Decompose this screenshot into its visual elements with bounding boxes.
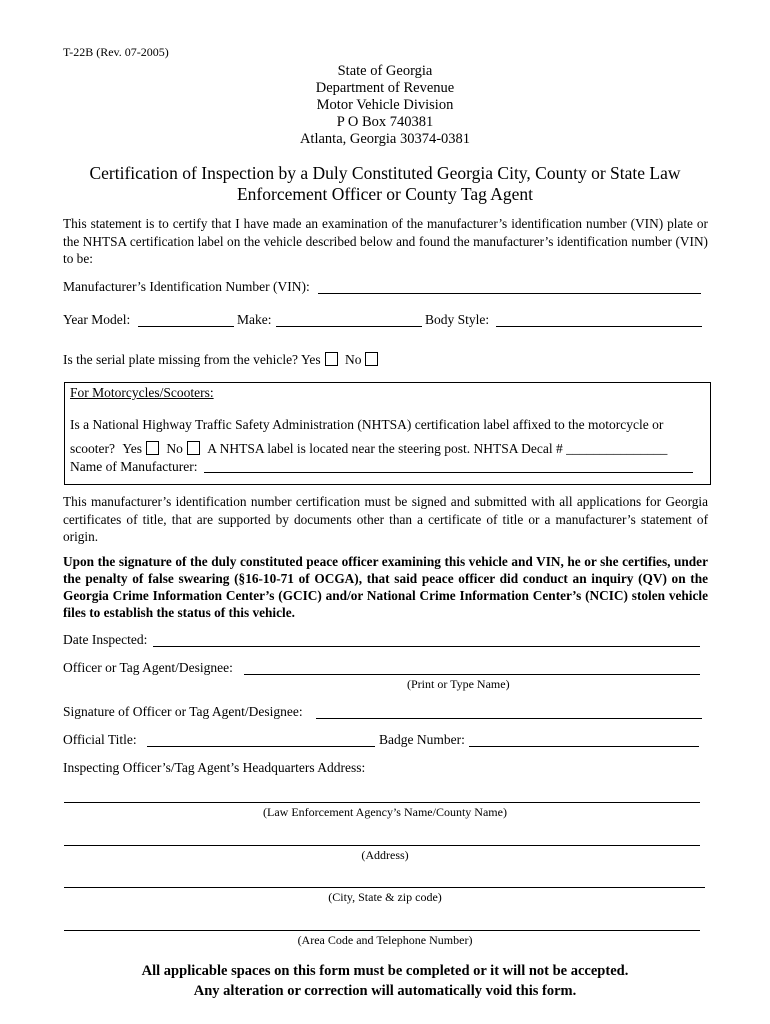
telephone-caption: (Area Code and Telephone Number)	[297, 933, 473, 947]
form-title-line2: Enforcement Officer or County Tag Agent	[236, 184, 534, 204]
make-field[interactable]	[276, 326, 422, 327]
official-title-label: Official Title:	[63, 732, 137, 747]
nhtsa-decal-note: A NHTSA label is located near the steering post. NHTSA Decal # _______________	[207, 441, 668, 456]
serial-plate-question: Is the serial plate missing from the vehicle?	[63, 352, 299, 367]
badge-number-label: Badge Number:	[379, 732, 465, 747]
address-field[interactable]	[64, 845, 700, 846]
city-state-zip-field[interactable]	[64, 887, 705, 888]
serial-no-checkbox[interactable]	[365, 352, 378, 366]
serial-yes-label: Yes	[300, 352, 321, 367]
badge-number-field[interactable]	[469, 746, 699, 747]
hq-address-label: Inspecting Officer’s/Tag Agent’s Headquarters Address:	[63, 760, 366, 775]
make-label: Make:	[237, 312, 272, 327]
serial-no-label: No	[344, 352, 362, 367]
header-state: State of Georgia	[337, 63, 433, 79]
certification-statement: Upon the signature of the duly constituted peace officer examining this vehicle and VIN, he or she certifies, under the penalty of false swearing (§16-10-71 of OCGA), that said peace officer did conduct an inquiry (QV) on the Georgia Crime Information Center’s (GCIC) and/or National Crime Information Center’s (NCIC) stolen vehicle files to establish the status of this vehicle.	[63, 554, 708, 620]
footer-warning-line2: Any alteration or correction will automatically void this form.	[193, 983, 577, 999]
year-model-label: Year Model:	[63, 312, 131, 327]
header-city: Atlanta, Georgia 30374-0381	[299, 131, 471, 147]
nhtsa-yes-checkbox[interactable]	[146, 441, 159, 455]
manufacturer-name-field[interactable]	[204, 472, 693, 473]
official-title-field[interactable]	[147, 746, 375, 747]
motorcycle-heading: For Motorcycles/Scooters:	[70, 385, 214, 400]
footer-warning-line1: All applicable spaces on this form must be completed or it will not be accepted.	[141, 963, 629, 979]
scooter-row	[70, 441, 667, 457]
signature-field[interactable]	[316, 718, 702, 719]
body-style-label: Body Style:	[425, 312, 490, 327]
header-department: Department of Revenue	[315, 80, 455, 96]
city-state-zip-caption: (City, State & zip code)	[328, 890, 442, 904]
body-style-field[interactable]	[496, 326, 702, 327]
vin-label: Manufacturer’s Identification Number (VIN):	[63, 279, 310, 294]
manufacturer-name-label: Name of Manufacturer:	[70, 459, 198, 474]
nhtsa-no-label: No	[166, 441, 183, 456]
scooter-question: scooter?	[70, 441, 115, 456]
header-division: Motor Vehicle Division	[316, 97, 454, 113]
nhtsa-question: Is a National Highway Traffic Safety Administration (NHTSA) certification label affixed to the motorcycle or	[70, 417, 664, 432]
officer-name-label: Officer or Tag Agent/Designee:	[63, 660, 233, 675]
form-id: T-22B (Rev. 07-2005)	[63, 45, 169, 59]
officer-name-field[interactable]	[244, 674, 700, 675]
intro-paragraph: This statement is to certify that I have made an examination of the manufacturer’s identification number (VIN) plate or the NHTSA certification label on the vehicle described below and found the manufacturer’s identification number (VIN) to be:	[63, 216, 708, 266]
date-inspected-label: Date Inspected:	[63, 632, 148, 647]
telephone-field[interactable]	[64, 930, 700, 931]
signature-label: Signature of Officer or Tag Agent/Designee:	[63, 704, 303, 719]
form-title-line1: Certification of Inspection by a Duly Constituted Georgia City, County or State Law	[89, 163, 681, 183]
print-name-caption: (Print or Type Name)	[407, 677, 510, 691]
nhtsa-yes-label: Yes	[122, 441, 143, 456]
serial-plate-question-row	[63, 352, 378, 368]
address-caption: (Address)	[361, 848, 409, 862]
serial-yes-checkbox[interactable]	[325, 352, 338, 366]
header-po-box: P O Box 740381	[336, 114, 434, 130]
date-inspected-field[interactable]	[153, 646, 700, 647]
year-model-field[interactable]	[138, 326, 234, 327]
agency-name-caption: (Law Enforcement Agency’s Name/County Name)	[263, 805, 507, 819]
nhtsa-no-checkbox[interactable]	[187, 441, 200, 455]
agency-name-field[interactable]	[64, 802, 700, 803]
submission-note: This manufacturer’s identification number certification must be signed and submitted with all applications for Georgia certificates of title, that are supported by documents other than a certificate of title or a manufacturer’s statement of origin.	[63, 494, 708, 544]
vin-field[interactable]	[318, 293, 701, 294]
